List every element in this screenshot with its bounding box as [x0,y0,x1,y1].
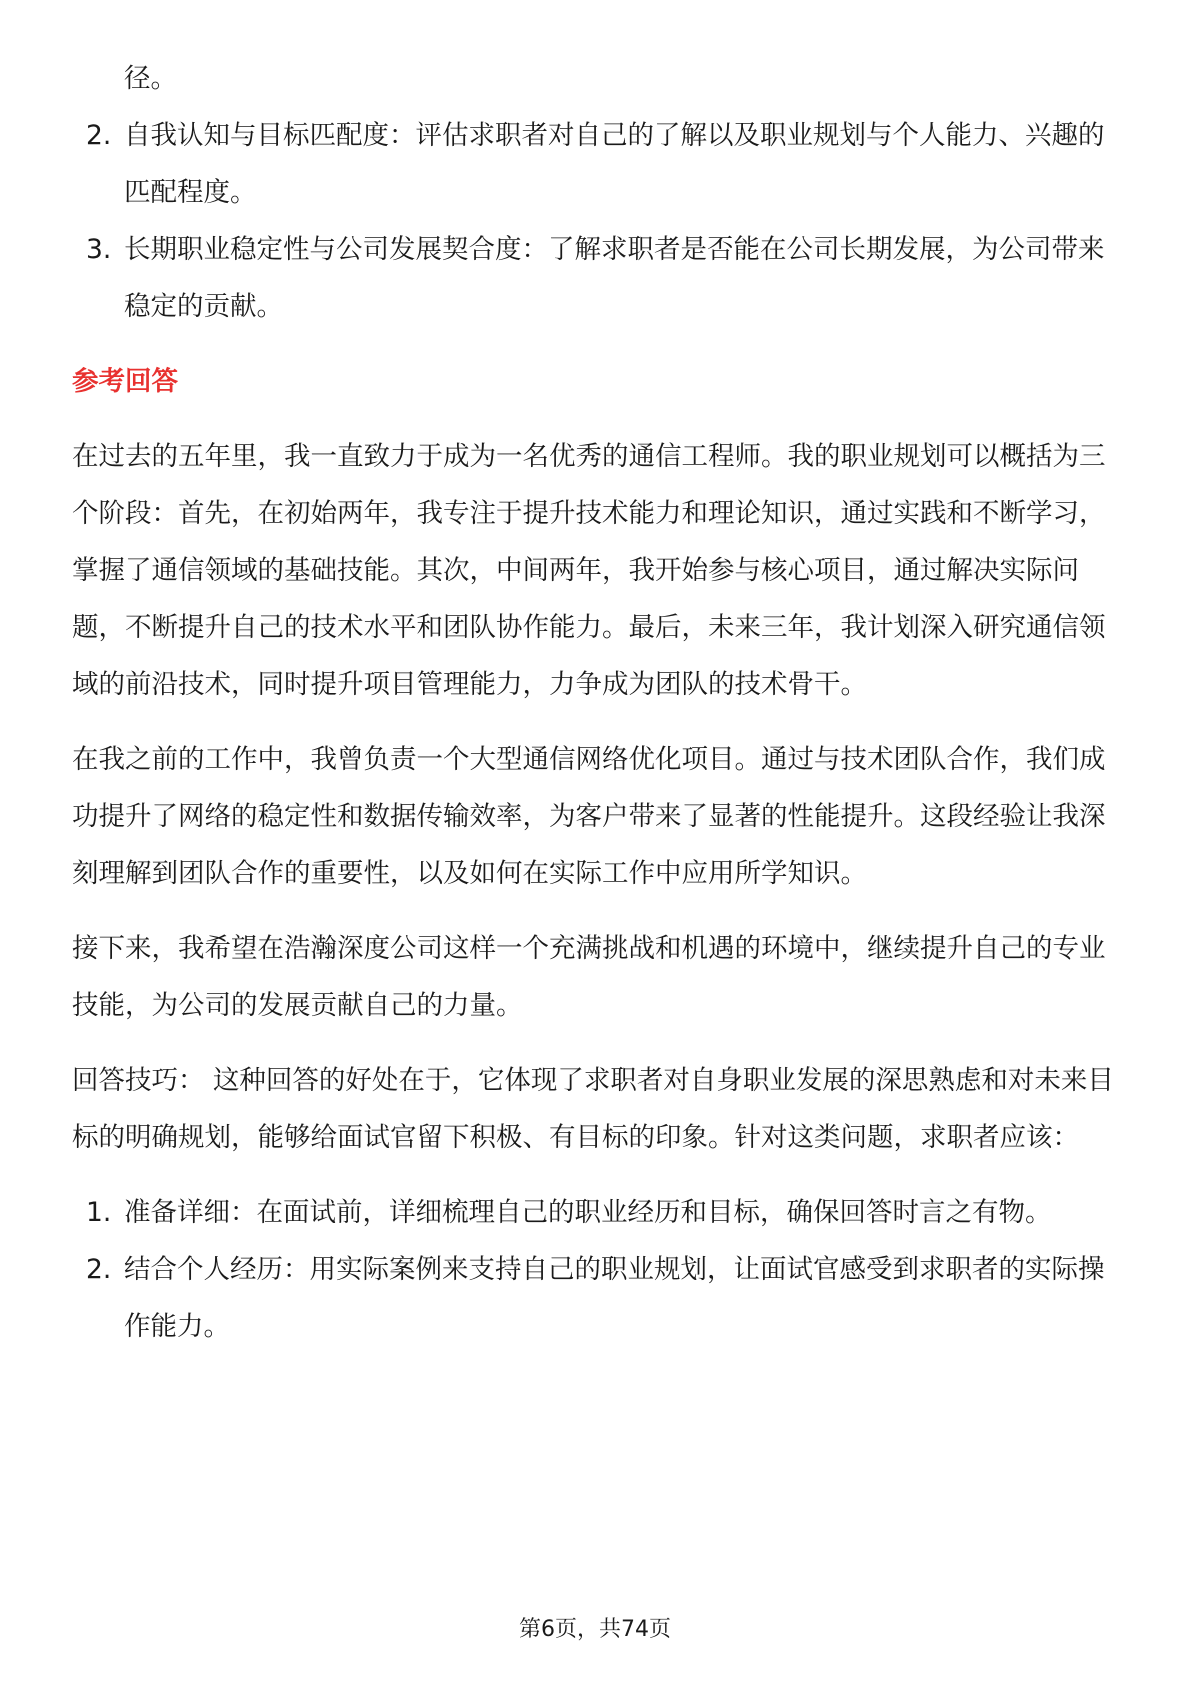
list-item-text: 长期职业稳定性与公司发展契合度：了解求职者是否能在公司长期发展，为公司带来稳定的贡献。 [124,234,1105,322]
answer-paragraph: 在我之前的工作中，我曾负责一个大型通信网络优化项目。通过与技术团队合作，我们成功提升了网络的稳定性和数据传输效率，为客户带来了显著的性能提升。这段经验让我深刻理解到团队合作的重要性，以及如何在实际工作中应用所学知识。 [72,744,1106,889]
list-item [72,1184,1122,1241]
section-heading: 参考回答 [72,366,178,397]
page-content [72,50,1122,1355]
list-item-text: 结合个人经历：用实际案例来支持自己的职业规划，让面试官感受到求职者的实际操作能力。 [124,1254,1105,1342]
list-number: 3. [86,234,112,265]
answer-paragraph: 接下来，我希望在浩瀚深度公司这样一个充满挑战和机遇的环境中，继续提升自己的专业技能，为公司的发展贡献自己的力量。 [72,933,1106,1021]
tips-paragraph: 回答技巧： 这种回答的好处在于，它体现了求职者对自身职业发展的深思熟虑和对未来目标的明确规划，能够给面试官留下积极、有目标的印象。针对这类问题，求职者应该： [72,1065,1114,1153]
list-item [72,107,1122,221]
tips-list [72,1184,1122,1355]
list-item-tail: 径。 [124,63,177,94]
page-footer: 第6页，共74页 [519,1617,671,1642]
list-item [72,221,1122,335]
list-item-text: 准备详细：在面试前，详细梳理自己的职业经历和目标，确保回答时言之有物。 [124,1197,1052,1228]
list-number: 1. [86,1197,112,1228]
list-item-text: 自我认知与目标匹配度：评估求职者对自己的了解以及职业规划与个人能力、兴趣的匹配程度。 [124,120,1105,208]
list-number: 2. [86,120,112,151]
answer-paragraph: 在过去的五年里，我一直致力于成为一名优秀的通信工程师。我的职业规划可以概括为三个阶段：首先，在初始两年，我专注于提升技术能力和理论知识，通过实践和不断学习，掌握了通信领域的基础技能。其次，中间两年，我开始参与核心项目，通过解决实际问题，不断提升自己的技术水平和团队协作能力。最后，未来三年，我计划深入研究通信领域的前沿技术，同时提升项目管理能力，力争成为团队的技术骨干。 [72,441,1106,700]
criteria-list-continued [72,50,1122,335]
list-number: 2. [86,1254,112,1285]
list-item [72,1241,1122,1355]
